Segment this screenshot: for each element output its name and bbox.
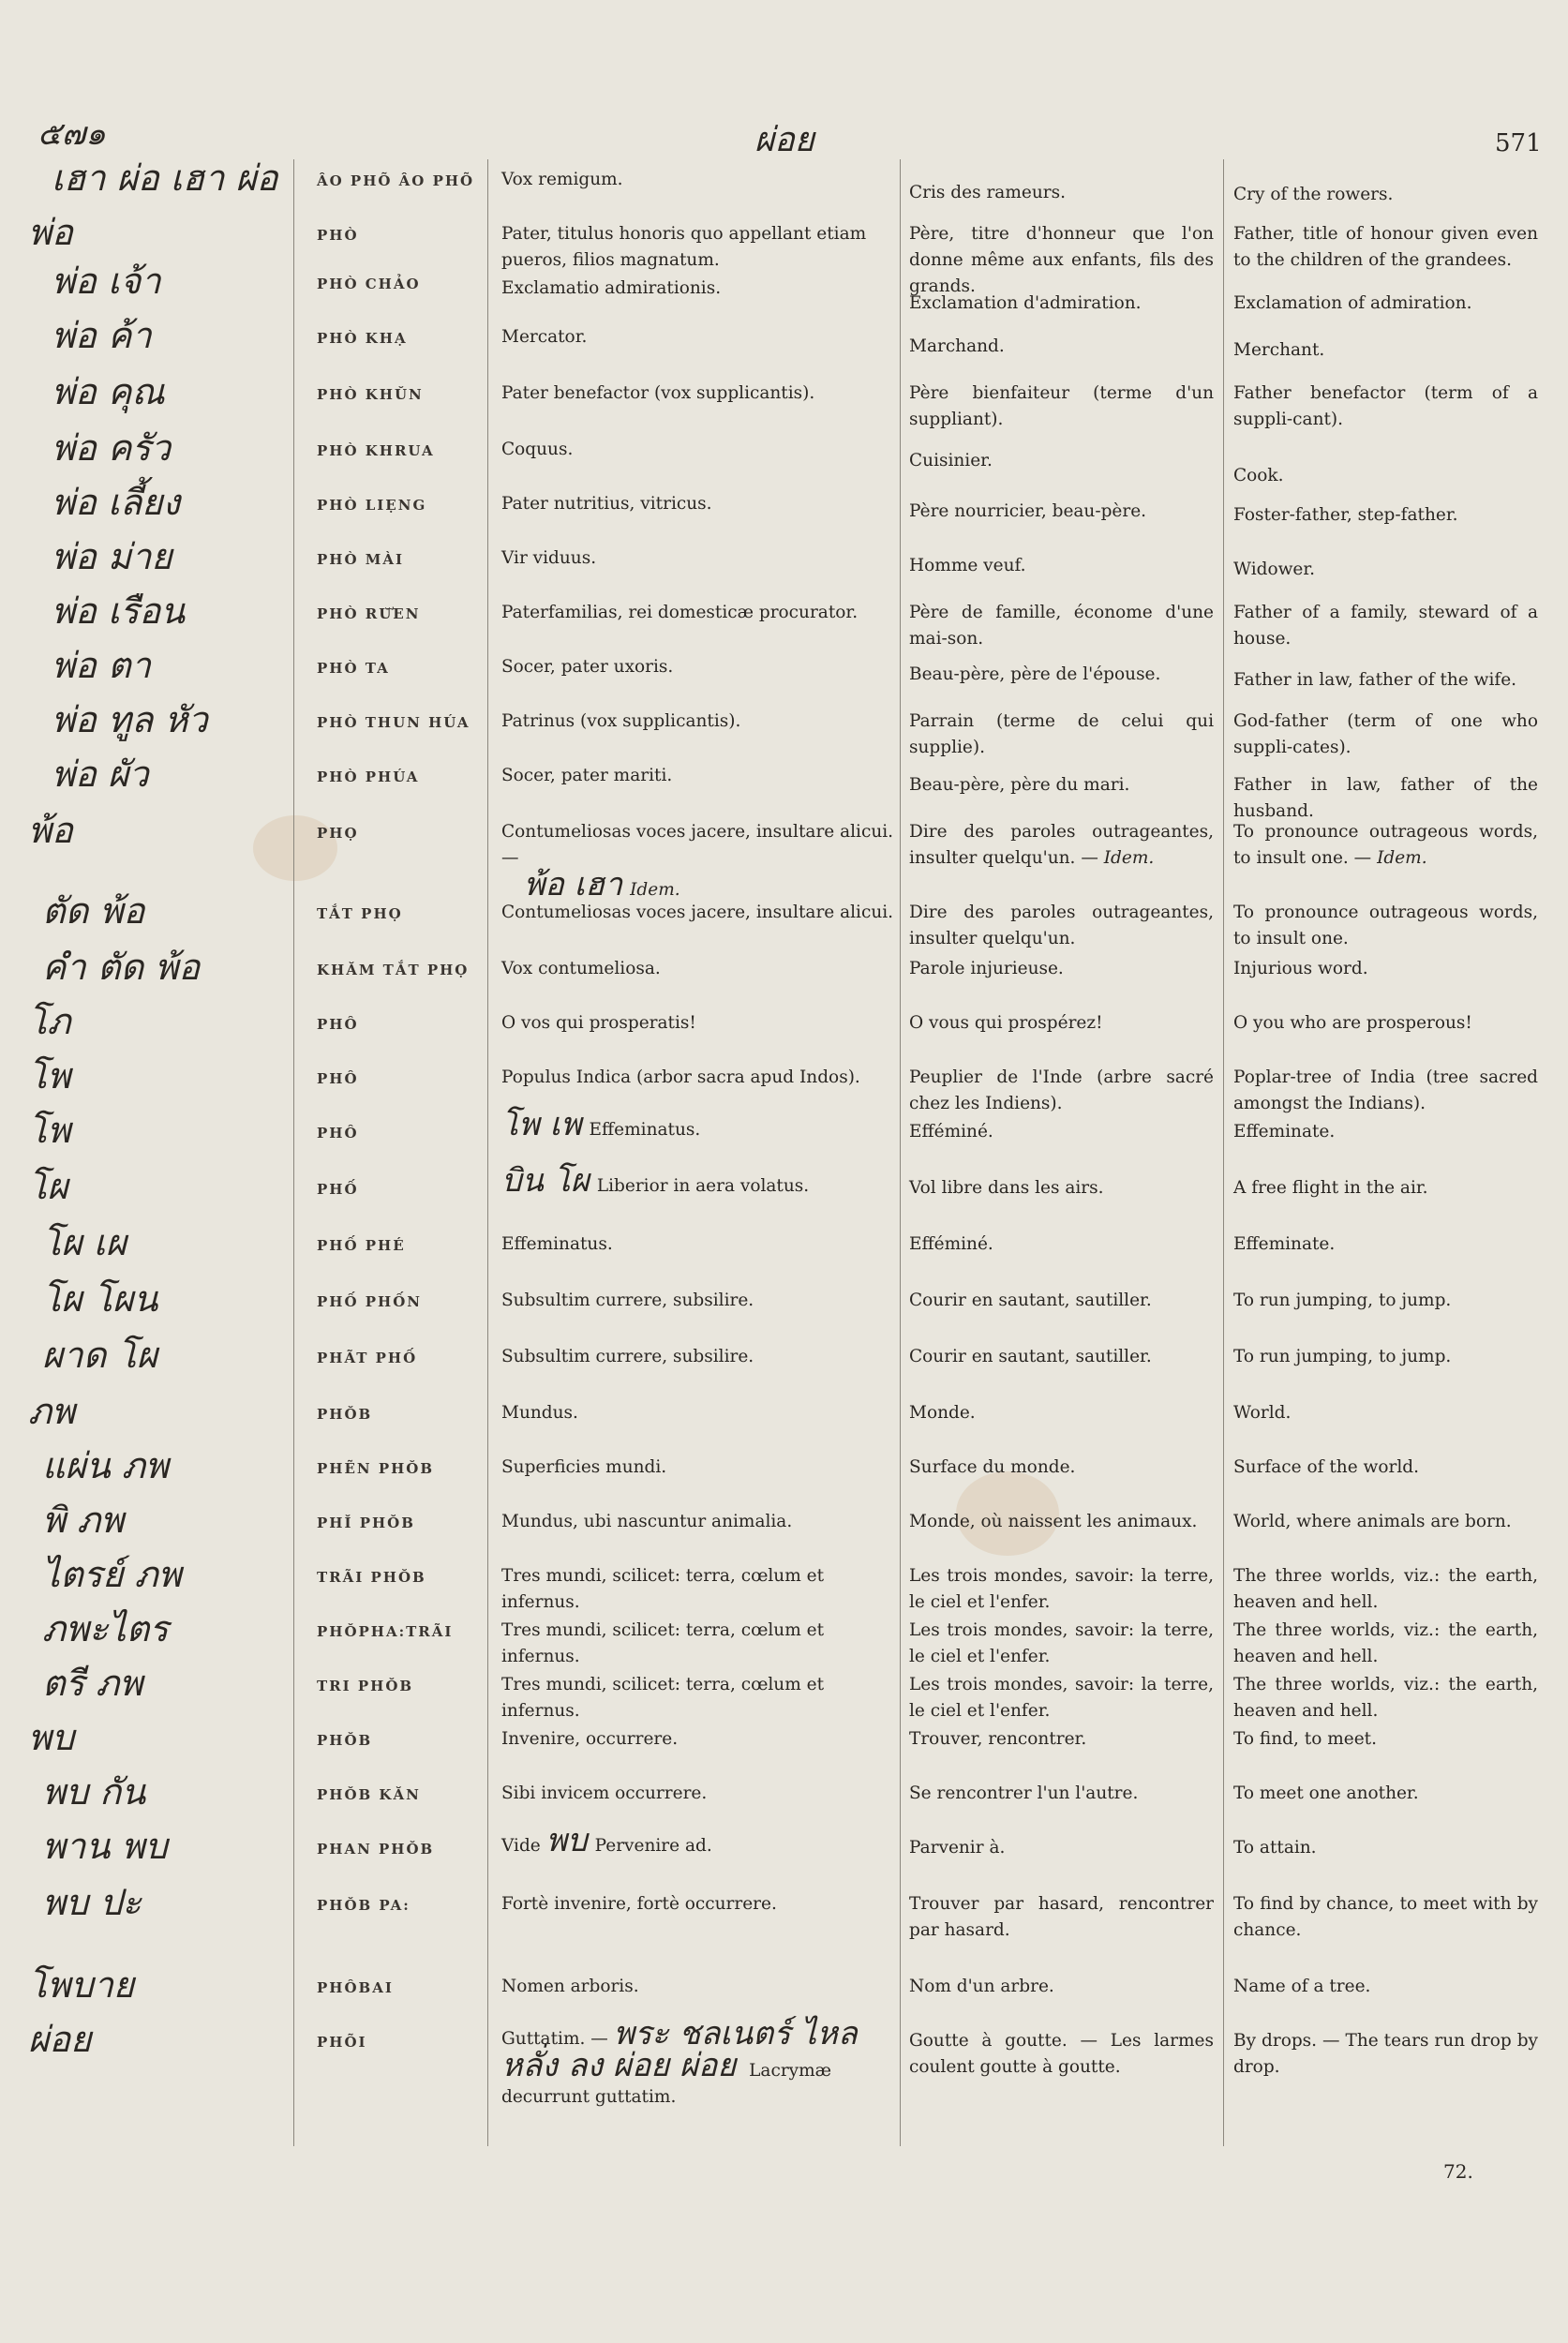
romanization: PHẼN PHŎB [317,1460,435,1477]
french-definition: Trouver, rencontrer. [909,1729,1087,1749]
romanization: PHÔ [317,1016,359,1033]
latin-definition: Patrinus (vox supplicantis). [501,711,741,731]
thai-headword: พ่อ ทูล หัว [52,699,208,740]
english-definition: Merchant. [1233,340,1325,360]
english-definition: To find by chance, to meet with by chance. [1233,1894,1538,1940]
thai-headword: โผ โผน [42,1278,158,1320]
thai-headword: โภ [28,1001,71,1042]
printer-signature-mark: 72. [1443,2160,1473,2183]
english-definition: Father benefactor (term of a suppli-cant). [1233,383,1538,429]
latin-definition [501,819,895,903]
latin-definition: Mundus. [501,1403,578,1423]
latin-thai-example: พ้อ เฮา [524,866,623,903]
french-definition: Surface du monde. [909,1457,1076,1477]
french-definition: Monde. [909,1403,976,1423]
thai-headword: โพ [28,1110,71,1151]
latin-definition: Nomen arboris. [501,1977,639,1996]
english-definition: Foster-father, step-father. [1233,505,1458,525]
latin-thai-example: โพ เพ [501,1106,582,1143]
french-definition: O vous qui prospérez! [909,1013,1103,1033]
thai-headword: แผ่น ภพ [42,1445,169,1486]
latin-definition: Fortè invenire, fortè occurrere. [501,1894,777,1914]
thai-headword: โพบาย [28,1964,135,2006]
french-definition: Beau-père, père du mari. [909,775,1130,795]
romanization: ÂO PHÕ ÂO PHÕ [317,172,475,189]
latin-definition: Socer, pater uxoris. [501,657,674,677]
english-definition: A free flight in the air. [1233,1178,1428,1198]
latin-definition [501,1822,895,1859]
french-definition: Goutte à goutte. — Les larmes coulent goutte à goutte. [909,2031,1214,2077]
english-definition: World. [1233,1403,1292,1423]
thai-headword: ภพ [28,1391,76,1432]
romanization: PHÒ [317,227,359,244]
latin-text: Liberior in aera volatus. [596,1176,810,1196]
romanization: PHÃT PHỐ [317,1350,418,1366]
latin-idem: Idem. [630,880,680,900]
thai-headword: พาน พบ [42,1826,168,1867]
french-definition [909,819,1214,872]
romanization: PHÒ KHŬN [317,386,424,403]
french-definition: Trouver par hasard, rencontrer par hasard. [909,1894,1214,1940]
thai-headword: ตัด พ้อ [42,890,145,932]
latin-definition: O vos qui prosperatis! [501,1013,696,1033]
latin-definition: Superficies mundi. [501,1457,667,1477]
thai-headword: ภพะไตร [42,1608,169,1649]
romanization: PHÔ [317,1125,359,1142]
thai-headword: พ่อ ครัว [52,427,172,469]
romanization: TRI PHŎB [317,1678,414,1694]
thai-headword: พ่อ ม่าย [52,536,172,577]
french-text: Dire des paroles outrageantes, insulter quelqu'un. — [909,822,1214,868]
english-definition: Father of a family, steward of a house. [1233,603,1538,649]
english-definition: God-father (term of one who suppli-cates). [1233,711,1538,757]
romanization: PHỐ PHÉ [317,1237,406,1254]
french-definition: Les trois mondes, savoir: la terre, le ciel et l'enfer. [909,1675,1214,1721]
latin-definition [501,2015,895,2111]
latin-thai-example: พบ [545,1822,588,1859]
thai-page-number: ๕๗๑ [37,115,106,153]
latin-definition: Coquus. [501,440,574,459]
thai-headword: เฮา ผ่อ เฮา ผ่อ [52,157,278,199]
latin-definition: Subsultim currere, subsilire. [501,1347,754,1366]
english-definition: Exclamation of admiration. [1233,293,1472,313]
english-definition: To attain. [1233,1838,1317,1858]
french-definition: Homme veuf. [909,556,1026,575]
thai-headword: พ่อ เรือน [52,590,186,632]
french-definition: Père bienfaiteur (terme d'un suppliant). [909,383,1214,429]
romanization: PHỐ [317,1181,359,1198]
latin-definition: Mundus, ubi nascuntur animalia. [501,1512,793,1531]
latin-definition: Populus Indica (arbor sacra apud Indos). [501,1067,860,1087]
latin-definition: Invenire, occurrere. [501,1729,679,1749]
french-definition: Exclamation d'admiration. [909,293,1142,313]
thai-headword: คำ ตัด พ้อ [42,947,201,988]
english-definition: To pronounce outrageous words, to insult one. [1233,903,1538,948]
french-definition: Peuplier de l'Inde (arbre sacré chez les Indiens). [909,1067,1214,1113]
french-definition: Les trois mondes, savoir: la terre, le ciel et l'enfer. [909,1620,1214,1666]
latin-definition: Pater benefactor (vox supplicantis). [501,383,815,403]
thai-headword: ตรี ภพ [42,1663,143,1704]
thai-headword: ผ่อย [28,2019,92,2060]
latin-text: Effeminatus. [589,1120,701,1140]
latin-text: Contumeliosas voces jacere, insultare alicui. — [501,822,894,868]
french-definition: Courir en sautant, sautiller. [909,1291,1152,1310]
french-definition: Les trois mondes, savoir: la terre, le ciel et l'enfer. [909,1566,1214,1612]
thai-headword: พ่อ เจ้า [52,261,161,302]
romanization: PHŎB [317,1732,373,1749]
english-definition: Effeminate. [1233,1234,1336,1254]
thai-headword: พ่อ ตา [52,645,151,686]
latin-definition: Pater nutritius, vitricus. [501,494,712,514]
latin-definition [501,1106,895,1143]
running-headword: ผ่อย [754,121,814,159]
french-definition: Dire des paroles outrageantes, insulter quelqu'un. [909,903,1214,948]
thai-headword: พบ กัน [42,1771,146,1813]
english-definition: Injurious word. [1233,959,1368,978]
french-definition: Efféminé. [909,1122,993,1142]
english-definition: The three worlds, viz.: the earth, heaven and hell. [1233,1675,1538,1721]
french-definition: Vol libre dans les airs. [909,1178,1104,1198]
french-definition: Marchand. [909,336,1005,356]
french-definition: Cris des rameurs. [909,183,1066,202]
latin-definition: Vir viduus. [501,548,597,568]
romanization: PHỐ PHỐN [317,1293,422,1310]
entries-table [0,159,1568,2146]
thai-headword: พ่อ ผัว [52,754,149,795]
page-header [0,0,1568,169]
english-definition: Father in law, father of the wife. [1233,670,1517,690]
french-definition: Père, titre d'honneur que l'on donne même aux enfants, fils des grands. [909,224,1214,296]
latin-definition: Vox contumeliosa. [501,959,661,978]
romanization: PHŎB PA: [317,1897,411,1914]
thai-headword: พ่อ เลี้ยง [52,482,181,523]
latin-definition: Subsultim currere, subsilire. [501,1291,754,1310]
romanization: PHŎB KĂN [317,1786,421,1803]
latin-definition: Tres mundi, scilicet: terra, cœlum et infernus. [501,1620,825,1666]
latin-definition [501,1162,895,1200]
french-definition: Père nourricier, beau-père. [909,501,1147,521]
thai-headword: โผ เผ [42,1222,127,1263]
english-definition: Cook. [1233,466,1284,485]
french-definition: Se rencontrer l'un l'autre. [909,1783,1139,1803]
romanization: PHÒ KHRUA [317,442,435,459]
latin-definition: Mercator. [501,327,588,347]
latin-definition: Socer, pater mariti. [501,766,673,785]
latin-thai-example: บิน โผ [501,1162,590,1200]
romanization: TRÃI PHŎB [317,1569,426,1586]
latin-definition: Effeminatus. [501,1234,613,1254]
english-definition: To find, to meet. [1233,1729,1377,1749]
english-definition: Surface of the world. [1233,1457,1419,1477]
french-definition: Père de famille, économe d'une mai-son. [909,603,1214,649]
romanization: PHÔBAI [317,1979,394,1996]
page-number: 571 [1495,129,1542,157]
latin-definition: Sibi invicem occurrere. [501,1783,708,1803]
english-definition: Father, title of honour given even to the children of the grandees. [1233,224,1538,270]
romanization: PHAN PHŎB [317,1841,435,1858]
thai-headword: ไตรย์ ภพ [42,1554,182,1595]
french-definition: Parvenir à. [909,1838,1006,1858]
thai-headword: โพ [28,1055,71,1097]
french-definition: Beau-père, père de l'épouse. [909,664,1161,684]
latin-tail: Lacrymæ decurrunt guttatim. [501,2061,832,2107]
english-definition: To run jumping, to jump. [1233,1291,1452,1310]
romanization: PHĬ PHŎB [317,1515,415,1531]
french-definition: Nom d'un arbre. [909,1977,1054,1996]
romanization: PHÒ LIẸNG [317,497,427,514]
thai-headword: พบ ปะ [42,1882,142,1923]
romanization: PHÒ THUN HÚA [317,714,470,731]
latin-text: Guttatim. — [501,2029,608,2049]
english-idem: Idem. [1377,848,1427,868]
english-definition: Father in law, father of the husband. [1233,775,1538,821]
romanization: PHÒ MÀI [317,551,404,568]
thai-headword: พ่อ ค้า [52,315,152,356]
latin-definition: Pater, titulus honoris quo appellant etiam pueros, filios magnatum. [501,224,867,270]
english-definition: To run jumping, to jump. [1233,1347,1452,1366]
french-definition: Parole injurieuse. [909,959,1064,978]
thai-headword: พ้อ [28,810,73,851]
thai-headword: พบ [28,1717,75,1758]
romanization: PHÒ RƯ̆EN [317,605,421,622]
thai-headword: พ่อ คุณ [52,371,165,412]
latin-definition: Paterfamilias, rei domesticæ procurator. [501,603,859,622]
french-definition: Monde, où naissent les animaux. [909,1512,1198,1531]
thai-headword: พ่อ [28,212,73,253]
thai-headword: โผ [28,1166,68,1207]
romanization: KHĂM TẮT PHỌ [317,962,470,978]
english-text: To pronounce outrageous words, to insult one. — [1233,822,1538,868]
romanization: PHÒ TA [317,660,390,677]
french-definition: Cuisinier. [909,451,993,470]
latin-definition: Tres mundi, scilicet: terra, cœlum et infernus. [501,1566,825,1612]
english-definition: The three worlds, viz.: the earth, heaven and hell. [1233,1620,1538,1666]
romanization: PHÔ [317,1070,359,1087]
latin-thai-example: พระ ชลเนตร์ ไหล หลั่ง ลง ผ่อย ผ่อย [501,2015,858,2084]
latin-text: Pervenire ad. [594,1836,712,1856]
english-definition: O you who are prosperous! [1233,1013,1472,1033]
english-definition: Cry of the rowers. [1233,185,1394,204]
french-definition: Efféminé. [909,1234,993,1254]
english-definition: World, where animals are born. [1233,1512,1512,1531]
romanization: PHŎB [317,1406,373,1423]
romanization: PHÒ CHẢO [317,276,421,292]
romanization: PHÕI [317,2034,367,2051]
english-definition [1233,819,1538,872]
romanization: TẮT PHỌ [317,905,403,922]
english-definition: Effeminate. [1233,1122,1336,1142]
english-definition: Name of a tree. [1233,1977,1371,1996]
french-idem: Idem. [1103,848,1155,868]
english-definition: By drops. — The tears run drop by drop. [1233,2031,1538,2077]
english-definition: To meet one another. [1233,1783,1419,1803]
romanization: PHỌ [317,825,359,842]
french-definition: Courir en sautant, sautiller. [909,1347,1152,1366]
thai-headword: ผาด โผ [42,1335,158,1376]
english-definition: Widower. [1233,560,1316,579]
latin-definition: Vox remigum. [501,170,623,189]
latin-definition: Exclamatio admirationis. [501,278,722,298]
english-definition: Poplar-tree of India (tree sacred amongst the Indians). [1233,1067,1538,1113]
english-definition: The three worlds, viz.: the earth, heaven and hell. [1233,1566,1538,1612]
thai-headword: พิ ภพ [42,1500,125,1541]
latin-definition: Contumeliosas voces jacere, insultare alicui. [501,903,894,922]
romanization: PHÒ KHẠ [317,330,408,347]
latin-definition: Tres mundi, scilicet: terra, cœlum et infernus. [501,1675,825,1721]
french-definition: Parrain (terme de celui qui supplie). [909,711,1214,757]
romanization: PHÒ PHÚA [317,769,420,785]
romanization: PHŎPHA:TRÃI [317,1623,454,1640]
latin-vide: Vide [501,1836,541,1856]
